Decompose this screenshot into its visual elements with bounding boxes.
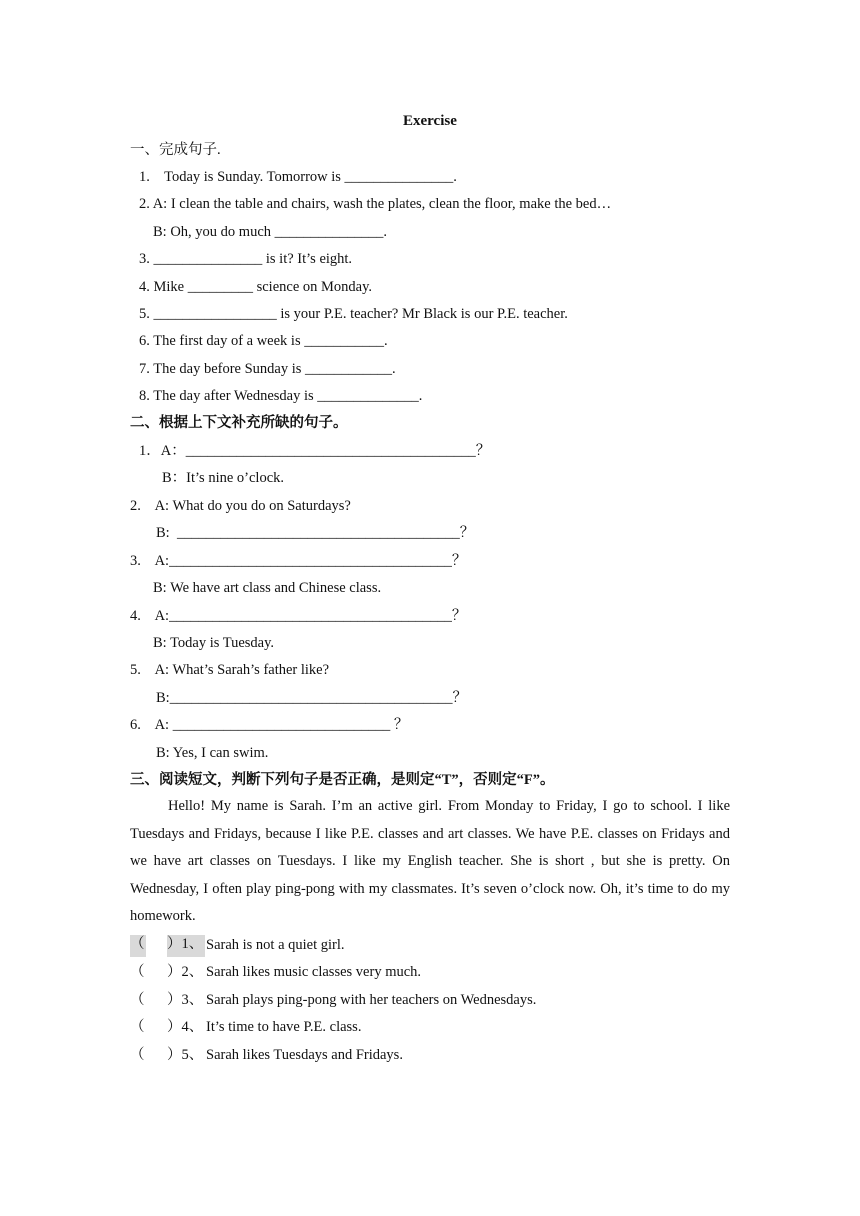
reading-passage: Hello! My name is Sarah. I’m an active girl. From Monday to Friday, I go to school. I like Tuesdays and Fridays, because I like P.E. classes and art classes. We have P.E. classes on Fridays and we have art classes on Tuesdays. I like my English teacher. She is short , but she is pretty. On Wednesday, I often play ping-pong with my classmates. It’s seven o’clock now. Oh, it’s time to do my homework. <box>130 798 730 924</box>
section2-item: 4. A:_______________________________________？ <box>130 608 467 624</box>
section2-item: B: Today is Tuesday. <box>153 635 275 651</box>
section1-item: 7. The day before Sunday is ____________. <box>139 361 396 377</box>
question-number: ）4、 <box>167 1019 204 1035</box>
section2-item: 2. A: What do you do on Saturdays? <box>130 498 351 514</box>
question-text: It’s time to have P.E. class. <box>206 1019 362 1035</box>
question-number: ）2、 <box>167 964 204 980</box>
section2-item: 1．A：________________________________________？ <box>139 443 491 459</box>
section2-item: B: _______________________________________？ <box>156 525 475 541</box>
question-text: Sarah likes Tuesdays and Fridays. <box>206 1047 403 1063</box>
section2-item: B：It’s nine o’clock. <box>162 470 285 486</box>
question-number: ）3、 <box>167 992 204 1008</box>
section1-item: 8. The day after Wednesday is ______________. <box>139 388 423 404</box>
question-text: Sarah likes music classes very much. <box>206 964 422 980</box>
question-number: ）5、 <box>167 1047 204 1063</box>
question-text: Sarah is not a quiet girl. <box>206 937 345 953</box>
answer-paren-open[interactable]: （ <box>130 935 146 957</box>
section1-item: 2. A: I clean the table and chairs, wash the plates, clean the floor, make the bed… <box>139 196 612 212</box>
answer-paren-open[interactable]: （ <box>130 992 145 1008</box>
section1-item: 1. Today is Sunday. Tomorrow is _______________. <box>139 169 457 185</box>
page-title: Exercise <box>403 113 457 129</box>
section2-item: 5. A: What’s Sarah’s father like? <box>130 662 330 678</box>
section2-item: 6. A: ______________________________ ？ <box>130 717 409 733</box>
question-text: Sarah plays ping-pong with her teachers on Wednesdays. <box>206 992 537 1008</box>
question-number: ）1、 <box>167 935 205 957</box>
section1-item: 6. The first day of a week is ___________. <box>139 333 388 349</box>
section2-item: B: Yes, I can swim. <box>156 745 269 761</box>
section2-heading: 二、根据上下文补充所缺的句子。 <box>130 415 348 431</box>
section2-item: B:_______________________________________？ <box>156 690 467 706</box>
section1-heading: 一、完成句子. <box>130 142 221 158</box>
section1-item: 5. _________________ is your P.E. teacher? Mr Black is our P.E. teacher. <box>139 306 568 322</box>
answer-paren-open[interactable]: （ <box>130 1019 145 1035</box>
answer-paren-open[interactable]: （ <box>130 1047 145 1063</box>
section1-item: 4. Mike _________ science on Monday. <box>139 279 373 295</box>
section2-item: B: We have art class and Chinese class. <box>153 580 382 596</box>
section1-item: B: Oh, you do much _______________. <box>153 224 388 240</box>
section1-item: 3. _______________ is it? It’s eight. <box>139 251 353 267</box>
section2-item: 3. A:_______________________________________？ <box>130 553 467 569</box>
section3-heading: 三、阅读短文，判断下列句子是否正确，是则定“T”，否则定“F”。 <box>130 772 555 788</box>
answer-paren-open[interactable]: （ <box>130 964 145 980</box>
